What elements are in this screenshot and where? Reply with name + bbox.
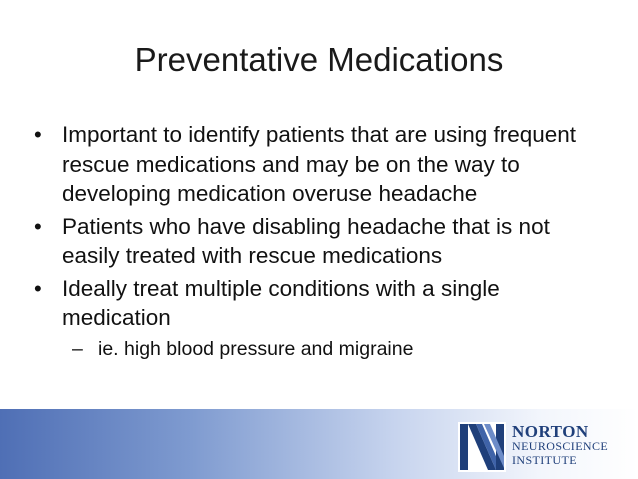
norton-neuroscience-logo bbox=[454, 416, 638, 476]
logo-line-neuroscience: NEUROSCIENCE bbox=[512, 439, 609, 453]
logo-line-institute: INSTITUTE bbox=[512, 453, 577, 467]
bullet-text: Patients who have disabling headache that is not easily treated with rescue medications bbox=[62, 213, 550, 268]
sub-bullet-marker: – bbox=[72, 337, 83, 360]
bullet-text: Important to identify patients that are using frequent rescue medications and may be on the way to developing medication overuse headache bbox=[62, 122, 577, 206]
bullet-list bbox=[34, 120, 604, 362]
sub-bullet-text: ie. high blood pressure and migraine bbox=[98, 337, 414, 360]
slide-title: Preventative Medications bbox=[134, 41, 504, 78]
bullet-marker: • bbox=[34, 122, 42, 147]
norton-logo-mark-icon bbox=[458, 422, 506, 472]
bullet-text: Ideally treat multiple conditions with a single medication bbox=[62, 275, 500, 330]
bullet-item bbox=[34, 120, 604, 209]
bullet-item bbox=[34, 274, 604, 333]
bullet-marker: • bbox=[34, 213, 42, 239]
logo-wordmark bbox=[512, 422, 609, 467]
logo-line-norton: NORTON bbox=[512, 422, 589, 441]
sub-bullet-item bbox=[34, 336, 604, 362]
bullet-marker: • bbox=[34, 275, 42, 301]
bullet-item bbox=[34, 212, 604, 271]
